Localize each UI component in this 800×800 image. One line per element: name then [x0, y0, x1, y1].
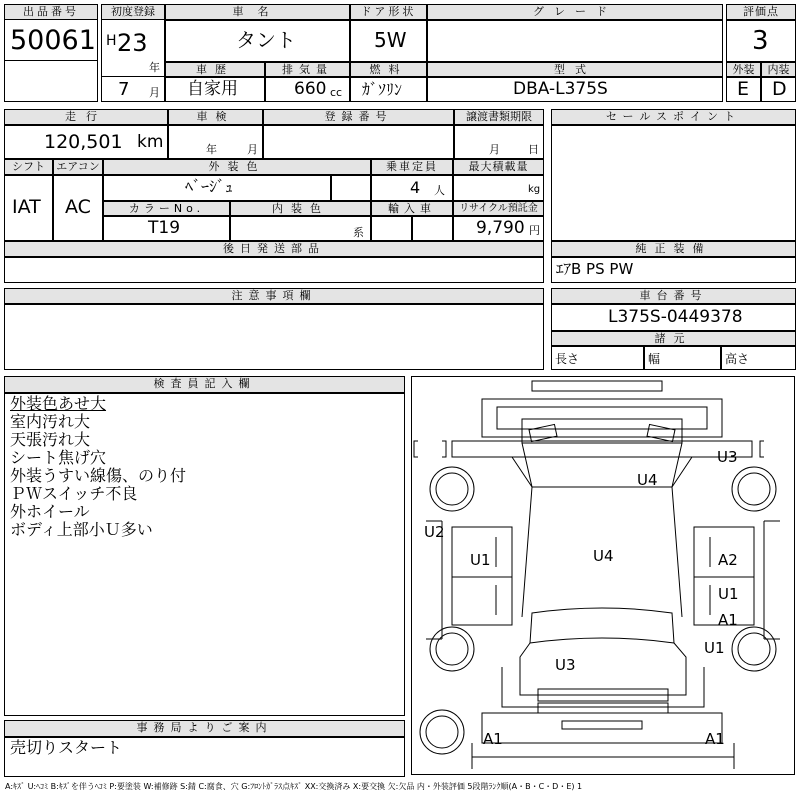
equipment: ｴｱB PS PW: [556, 260, 634, 278]
mark-a1-right: A1: [718, 611, 738, 629]
inspector-note: ボディ上部小Ｕ多い: [10, 520, 153, 539]
reg-year: 23: [117, 29, 148, 57]
mileage-unit: km: [137, 132, 164, 152]
inspector-note: 室内汚れ大: [10, 412, 91, 431]
inspection-label: 車検: [168, 109, 263, 125]
ext-grade: E: [737, 78, 750, 100]
shift-label: シフト: [4, 159, 53, 175]
car-damage-diagram: [411, 376, 795, 775]
model-label: 型式: [427, 62, 723, 77]
inspector-note: 天張汚れ大: [10, 430, 91, 449]
chassis-label: 車台番号: [551, 288, 796, 304]
year-unit: 年: [149, 61, 160, 74]
car-name: タント: [236, 28, 296, 52]
transfer-day: 日: [528, 143, 539, 156]
inspector-label: 検査員記入欄: [4, 376, 405, 393]
car-name-label: 車名: [165, 4, 350, 20]
interior-unit: 系: [353, 226, 364, 239]
recycle: 9,790: [476, 218, 525, 238]
history-label: 車歴: [165, 62, 265, 77]
fuel: ｶﾞｿﾘﾝ: [362, 80, 403, 99]
colorno: T19: [148, 218, 181, 238]
later-parts-label: 後日発送部品: [4, 241, 544, 257]
capacity: 4: [410, 178, 421, 197]
score: 3: [752, 26, 769, 56]
capacity-unit: 人: [434, 184, 445, 197]
month-unit: 月: [149, 86, 160, 99]
inspector-note: 外装うすい線傷、のり付: [10, 466, 187, 485]
fuel-label: 燃料: [350, 62, 427, 77]
model: DBA-L375S: [513, 79, 608, 99]
chassis-number: L375S-0449378: [608, 307, 743, 327]
mark-a1-bottom-right: A1: [705, 730, 725, 748]
inspector-note: シート焦げ穴: [10, 448, 107, 467]
inspection-year: 年: [206, 143, 217, 156]
maxload-unit: kg: [528, 184, 541, 195]
lot-number: 50061: [10, 25, 96, 56]
import-label: 輸入車: [371, 201, 453, 216]
width-label: 幅: [648, 352, 661, 366]
int-label: 内装: [761, 62, 796, 77]
shift: IAT: [12, 196, 41, 218]
mark-u3-bottom: U3: [555, 656, 576, 674]
door-label: ドア形状: [350, 4, 427, 20]
maxload-label: 最大積載量: [453, 159, 544, 175]
inspection-month: 月: [247, 143, 258, 156]
ac: AC: [65, 196, 91, 218]
transfer-month: 月: [489, 143, 500, 156]
mark-u1-left: U1: [470, 551, 491, 569]
legend-text: A:ｷｽﾞ U:ﾍｺﾐ B:ｷｽﾞを伴うﾍｺﾐ P:要塗装 W:補修跡 S:錆 C:腐食、穴 G:ﾌﾛﾝﾄｶﾞﾗｽ点ｷｽﾞ XX:交換済み X:要交換 欠:欠品 内・外装評価 5段階ﾗﾝｸ順(A・B・C・D・E) 1: [5, 782, 583, 791]
era: H: [106, 33, 117, 49]
transfer-label: 譲渡書類期限: [454, 109, 544, 125]
dims-label: 諸元: [551, 331, 796, 346]
mark-u1-rear: U1: [704, 639, 725, 657]
door-type: 5W: [374, 28, 407, 52]
mark-u1-right: U1: [718, 585, 739, 603]
regno-label: 登録番号: [263, 109, 454, 125]
ac-label: エアコン: [53, 159, 103, 175]
caution-box: [4, 304, 544, 370]
mileage-label: 走行: [4, 109, 168, 125]
height-label: 高さ: [725, 352, 750, 366]
colorno-label: カラーNo.: [103, 201, 230, 216]
color: ﾍﾞｰｼﾞｭ: [185, 177, 234, 196]
mileage: 120,501: [44, 131, 123, 153]
first-reg-label: 初度登録: [101, 4, 165, 20]
displacement: 660: [294, 79, 327, 99]
inspector-note: 外ホイール: [10, 502, 90, 521]
equipment-label: 純正装備: [551, 241, 796, 257]
displacement-label: 排気量: [265, 62, 350, 77]
score-label: 評価点: [726, 4, 796, 20]
mark-u2-left: U2: [424, 523, 445, 541]
color-label: 外装色: [103, 159, 371, 175]
length-label: 長さ: [555, 352, 580, 366]
mark-a1-bottom-left: A1: [483, 730, 503, 748]
lot-label: 出品番号: [4, 4, 98, 20]
mark-a2-right: A2: [718, 551, 738, 569]
sales-point-label: セールスポイント: [551, 109, 796, 125]
mark-u4-center: U4: [593, 547, 614, 565]
inspector-note: ＰＷスイッチ不良: [10, 484, 138, 503]
displacement-unit: cc: [330, 86, 343, 99]
later-parts-box: [4, 257, 544, 283]
mark-u4-top: U4: [637, 471, 658, 489]
recycle-unit: 円: [529, 224, 540, 237]
history: 自家用: [187, 79, 238, 99]
interior-label: 内装色: [230, 201, 371, 216]
int-grade: D: [772, 78, 787, 100]
recycle-label: リサイクル預託金: [453, 201, 544, 216]
inspector-note: 外装色あせ大: [10, 394, 107, 413]
office-label: 事務局よりご案内: [4, 720, 405, 737]
grade-label: グレード: [427, 4, 723, 20]
office-text: 売切りスタート: [10, 738, 123, 757]
reg-month: 7: [118, 79, 130, 100]
mark-u3-right: U3: [717, 448, 738, 466]
ext-label: 外装: [726, 62, 761, 77]
capacity-label: 乗車定員: [371, 159, 453, 175]
sales-point-box: [551, 125, 796, 241]
caution-label: 注意事項欄: [4, 288, 544, 304]
